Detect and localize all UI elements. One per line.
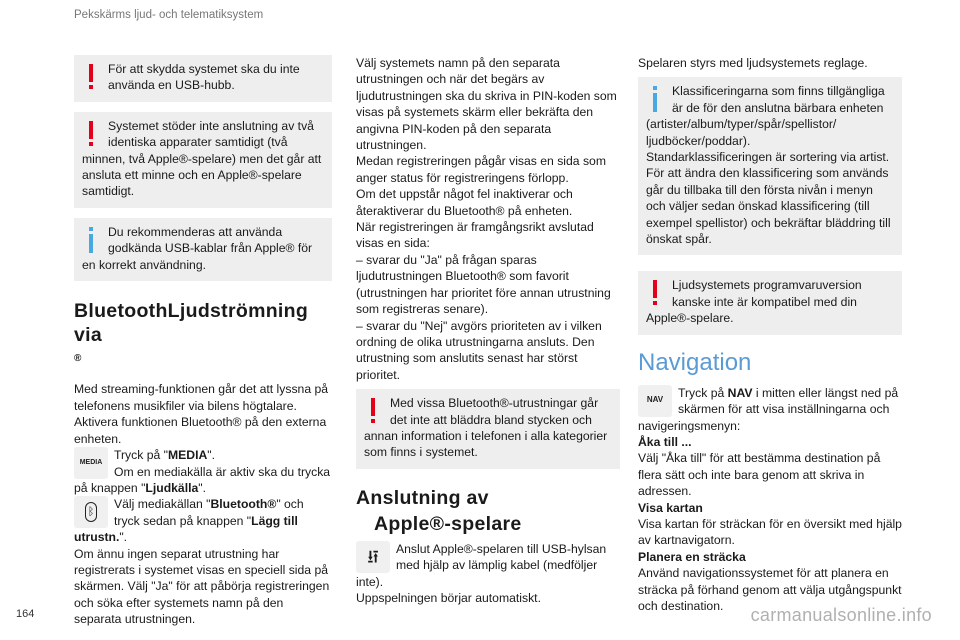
column-1 (74, 55, 332, 628)
warning-box (356, 389, 620, 469)
warning-box (638, 271, 902, 334)
nav-step (638, 385, 902, 434)
body-text: Välj systemets namn på den separata utrustningen och när det begärs av ljudutrustningen ska du skriva in PIN-koden som visas på systemets skärm eller bekräfta den angivna PIN-koden på den separata utrustningen. (356, 56, 617, 153)
column-2 (356, 55, 620, 606)
step-text: Välj mediakällan "Bluetooth®" och tryck sedan på knappen "Lägg till utrustn.". (74, 497, 304, 545)
media-step (74, 447, 332, 496)
warning-box (74, 55, 332, 102)
warning-icon (646, 277, 666, 307)
column-3 (638, 55, 902, 614)
body-text: Visa kartan för sträckan för en översikt med hjälp av kartnavigatorn. (638, 516, 902, 548)
section-heading: Anslutning av Apple®-spelare (356, 486, 522, 535)
info-box (74, 218, 332, 281)
usb-icon: ⭿ (356, 541, 390, 573)
warning-icon (82, 118, 102, 148)
section-heading: BluetoothLjudströmning via (74, 300, 309, 347)
body-text: Om ännu ingen separat utrustning har registrerats i systemet visas en speciell sida på skärmen. Välj "Ja" för att påbörja registreringen och söka efter systemets namn på den separata utrustningen. (74, 546, 330, 627)
usb-step (356, 541, 620, 590)
body-text: Använd navigationssystemet för att planera en sträcka på förhand genom att välja utgångspunkt och destination. (638, 566, 902, 613)
info-text: Klassificeringarna som finns tillgängliga är de för den anslutna bärbara enheten (artister/album/typer/spår/spellistor/ ljudböcker/poddar). (646, 84, 885, 148)
section-heading: Navigation (638, 348, 752, 376)
info-text: Du rekommenderas att använda godkända USB-kablar från Apple® för en korrekt användning. (82, 224, 313, 272)
warning-text: För att skydda systemet ska du inte använda en USB-hubb. (108, 62, 300, 93)
body-text: När registreringen är framgångsrikt avslutad visas en sida: (356, 220, 594, 251)
warning-text: Med vissa Bluetooth®-utrustningar går det inte att bläddra bland stycken och annan information i telefonen i alla kategorier som finns i systemet. (364, 396, 608, 460)
step-text: Anslut Apple®-spelaren till USB-hylsan med hjälp av lämplig kabel (medföljer inte). (356, 541, 607, 589)
body-text: Med streaming-funktionen går det att lyssna på telefonens musikfiler via bilens högtalare. Aktivera funktionen Bluetooth® på den externa enheten. (74, 382, 329, 446)
warning-box (74, 112, 332, 208)
page-number: 164 (16, 608, 35, 620)
step-text: Tryck på NAV i mitten eller längst ned på skärmen för att visa inställningarna och navigeringsmenyn: (638, 385, 899, 433)
subheading: Planera en sträcka (638, 549, 746, 564)
bluetooth-icon: ᛒ (74, 496, 108, 528)
warning-text: Systemet stöder inte anslutning av två identiska apparater samtidigt (två minnen, två Apple®-spelare) men det går att ansluta ett minne och en Apple®-spelare samtidigt. (82, 118, 322, 199)
warning-icon (364, 395, 384, 425)
body-text: Välj "Åka till" för att bestämma destination på flera sätt och inte bara genom att skriva in adressen. (638, 451, 881, 499)
info-text: Standarklassificeringen är sortering via artist. För att ändra den klassificering som används går du tillbaka till den första nivån i menyn och väljer sedan önskad klassificering (till exempel spellistor) och bekräftar bläddring till önskat spår. (646, 150, 891, 247)
media-icon: MEDIA (74, 447, 108, 479)
body-text: Medan registreringen pågår visas en sida som anger status för registreringens förlopp. (356, 154, 606, 185)
subheading: Åka till ... (638, 434, 692, 449)
body-text: – svarar du "Nej" avgörs prioriteten av i vilken ordning de olika utrustningarna ansluts. Den utrustning som anslutits senast har störst prioritet. (356, 318, 602, 382)
body-text: Om det uppstår något fel inaktiverar och återaktiverar du Bluetooth® på enheten. (356, 187, 573, 218)
warning-icon (82, 61, 102, 91)
bluetooth-step (74, 496, 332, 545)
body-text: Spelaren styrs med ljudsystemets reglage. (638, 56, 868, 70)
body-text: Uppspelningen börjar automatiskt. (356, 590, 541, 605)
body-text: – svarar du "Ja" på frågan sparas ljudutrustningen Bluetooth® som favorit (utrustningen har prioritet före annan utrustning som registreras senare). (356, 252, 611, 317)
step-text: Tryck på "MEDIA". Om en mediakälla är aktiv ska du trycka på knappen "Ljudkälla". (74, 448, 331, 495)
section-heading-sub: ® (74, 353, 82, 365)
info-box (638, 77, 902, 255)
info-icon (646, 83, 666, 113)
warning-text: Ljudsystemets programvaruversion kanske inte är kompatibel med din Apple®-spelare. (646, 278, 862, 326)
page-header: Pekskärms ljud- och telematiksystem (74, 9, 264, 21)
subheading: Visa kartan (638, 500, 703, 515)
nav-icon: NAV (638, 385, 672, 417)
info-icon (82, 224, 102, 254)
watermark: carmanualsonline.info (750, 605, 932, 625)
